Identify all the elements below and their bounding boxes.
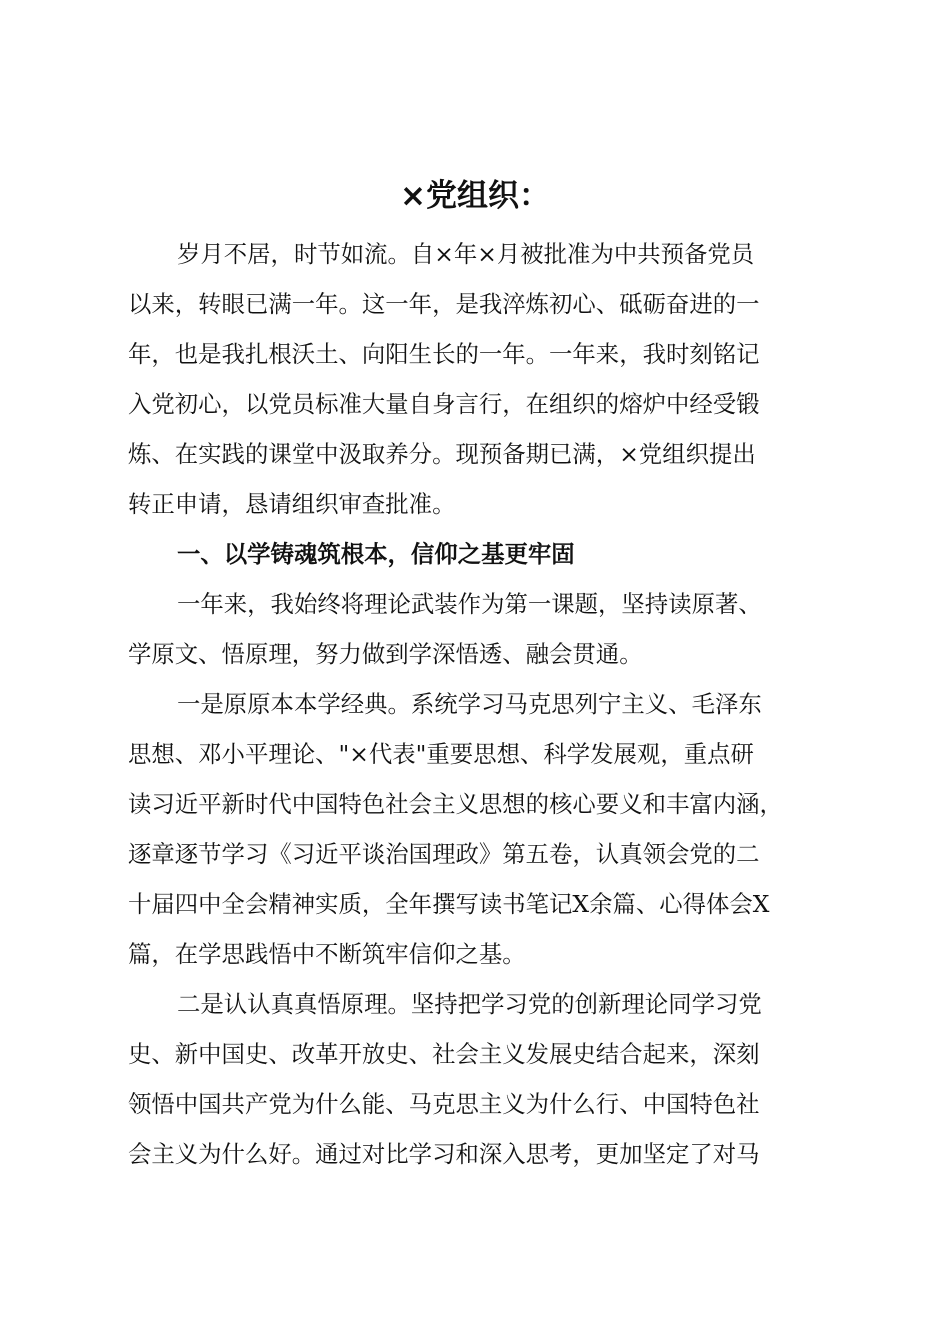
paragraph-line: 入党初心，以党员标准大量自身言行，在组织的熔炉中经受锻 [128,390,760,418]
paragraph-line: 读习近平新时代中国特色社会主义思想的核心要义和丰富内涵， [128,790,783,818]
section-heading: 一、以学铸魂筑根本，信仰之基更牢固 [177,540,575,568]
paragraph-line: 年，也是我扎根沃土、向阳生长的一年。一年来，我时刻铭记 [128,340,760,368]
paragraph-line: 史、新中国史、改革开放史、社会主义发展史结合起来，深刻 [128,1040,760,1068]
paragraph-line: 炼、在实践的课堂中汲取养分。现预备期已满，×党组织提出 [128,440,756,468]
paragraph-line: 领悟中国共产党为什么能、马克思主义为什么行、中国特色社 [128,1090,760,1118]
paragraph-line: 二是认认真真悟原理。坚持把学习党的创新理论同学习党 [177,990,762,1018]
document-title: ×党组织： [400,178,550,214]
paragraph-line: 转正申请，恳请组织审查批准。 [128,490,456,518]
paragraph-line: 逐章逐节学习《习近平谈治国理政》第五卷，认真领会党的二 [128,840,760,868]
paragraph-line: 学原文、悟原理，努力做到学深悟透、融会贯通。 [128,640,643,668]
paragraph-line: 十届四中全会精神实质，全年撰写读书笔记X余篇、心得体会X [128,890,770,918]
paragraph-line: 会主义为什么好。通过对比学习和深入思考，更加坚定了对马 [128,1140,760,1168]
paragraph-line: 篇，在学思践悟中不断筑牢信仰之基。 [128,940,526,968]
paragraph-line: 一是原原本本学经典。系统学习马克思列宁主义、毛泽东 [177,690,762,718]
paragraph-line: 岁月不居，时节如流。自×年×月被批准为中共预备党员 [177,240,755,268]
paragraph-line: 思想、邓小平理论、"×代表"重要思想、科学发展观，重点研 [128,740,754,768]
paragraph-line: 以来，转眼已满一年。这一年，是我淬炼初心、砥砺奋进的一 [128,290,760,318]
paragraph-line: 一年来，我始终将理论武装作为第一课题，坚持读原著、 [177,590,762,618]
